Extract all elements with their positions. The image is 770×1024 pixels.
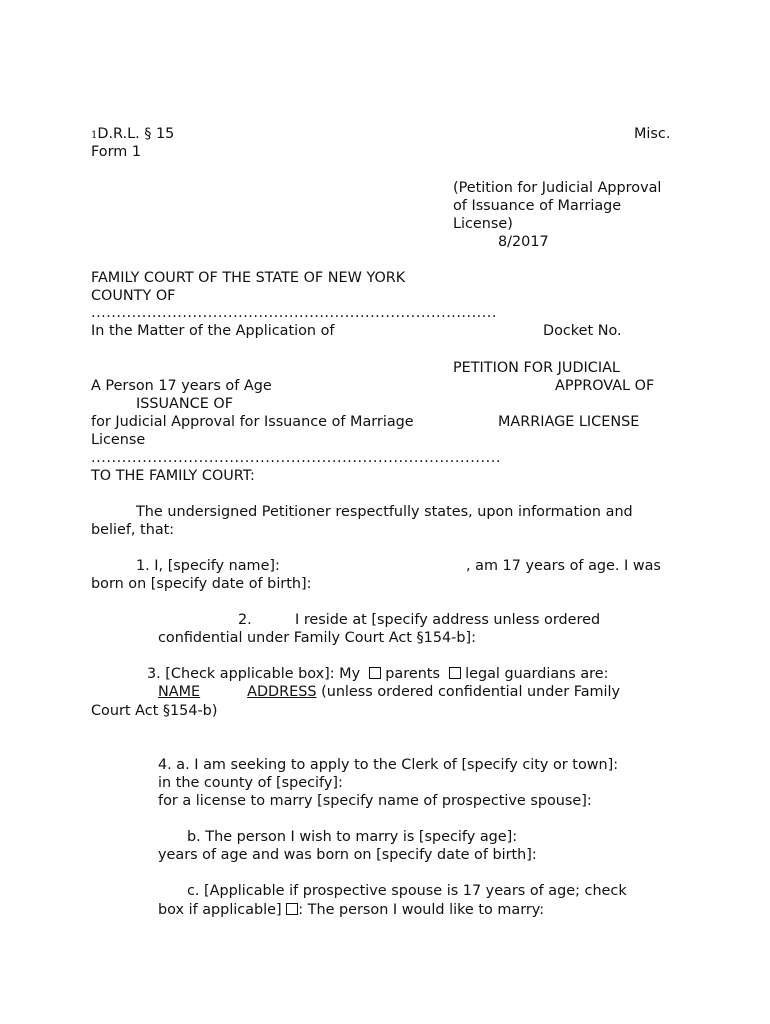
- para-3-line-1: 3. [Check applicable box]: My parents legal guardians are:: [147, 666, 609, 682]
- para-4c-line-1: c. [Applicable if prospective spouse is 17 years of age; check: [187, 883, 627, 899]
- misc-label: Misc.: [634, 126, 671, 142]
- person-line: A Person 17 years of Age: [91, 378, 272, 394]
- para-2-number: 2.: [238, 612, 252, 628]
- footnote-mark: 1: [91, 130, 98, 141]
- intro-line-1: The undersigned Petitioner respectfully states, upon information and: [136, 504, 633, 520]
- parents-checkbox[interactable]: [369, 667, 381, 679]
- para-4a-line-2: in the county of [specify]:: [158, 775, 343, 791]
- para-1-name: 1. I, [specify name]:: [136, 558, 280, 574]
- para-4a-line-1: 4. a. I am seeking to apply to the Clerk of [specify city or town]:: [158, 757, 619, 773]
- caption-line-1: (Petition for Judicial Approval: [453, 180, 662, 196]
- petition-title-1: PETITION FOR JUDICIAL: [453, 360, 620, 376]
- caption-line-2: of Issuance of Marriage: [453, 198, 622, 214]
- para-3-line-3: Court Act §154-b): [91, 703, 218, 719]
- para-1-birth: born on [specify date of birth]:: [91, 576, 312, 592]
- para-2-line-1: I reside at [specify address unless ordered: [295, 612, 601, 628]
- para-4b-line-1: b. The person I wish to marry is [specify age]:: [187, 829, 518, 845]
- county-label: COUNTY OF: [91, 288, 176, 304]
- para-4c-line-2: box if applicable] : The person I would like to marry:: [158, 902, 545, 918]
- para-1-age: , am 17 years of age. I was: [466, 558, 661, 574]
- address-column-heading: ADDRESS: [247, 684, 317, 700]
- statute-citation: 1D.R.L. § 15: [91, 126, 175, 142]
- caption-line-3: License): [453, 216, 513, 232]
- issuance-line: ISSUANCE OF: [136, 396, 233, 412]
- license-line: License: [91, 432, 146, 448]
- legal-guardians-checkbox[interactable]: [449, 667, 461, 679]
- para-4b-line-2: years of age and was born on [specify date of birth]:: [158, 847, 537, 863]
- para-2-line-2: confidential under Family Court Act §154-b]:: [158, 630, 476, 646]
- addressee: TO THE FAMILY COURT:: [91, 468, 255, 484]
- caption-divider: ................................................................................: [91, 305, 497, 321]
- court-name: FAMILY COURT OF THE STATE OF NEW YORK: [91, 270, 406, 286]
- form-date: 8/2017: [498, 234, 549, 250]
- petition-title-2: APPROVAL OF: [555, 378, 655, 394]
- intro-line-2: belief, that:: [91, 522, 175, 538]
- para-3-line-2: NAME ADDRESS (unless ordered confidential under Family: [158, 684, 621, 700]
- matter-line: In the Matter of the Application of: [91, 323, 335, 339]
- spouse-17-checkbox[interactable]: [286, 903, 298, 915]
- name-column-heading: NAME: [158, 684, 201, 700]
- approval-line: for Judicial Approval for Issuance of Marriage: [91, 414, 414, 430]
- petition-title-3: MARRIAGE LICENSE: [498, 414, 640, 430]
- form-number: Form 1: [91, 144, 141, 160]
- para-4a-line-3: for a license to marry [specify name of prospective spouse]:: [158, 793, 592, 809]
- caption-divider-bottom: ................................................................................: [91, 450, 501, 466]
- docket-label: Docket No.: [543, 323, 622, 339]
